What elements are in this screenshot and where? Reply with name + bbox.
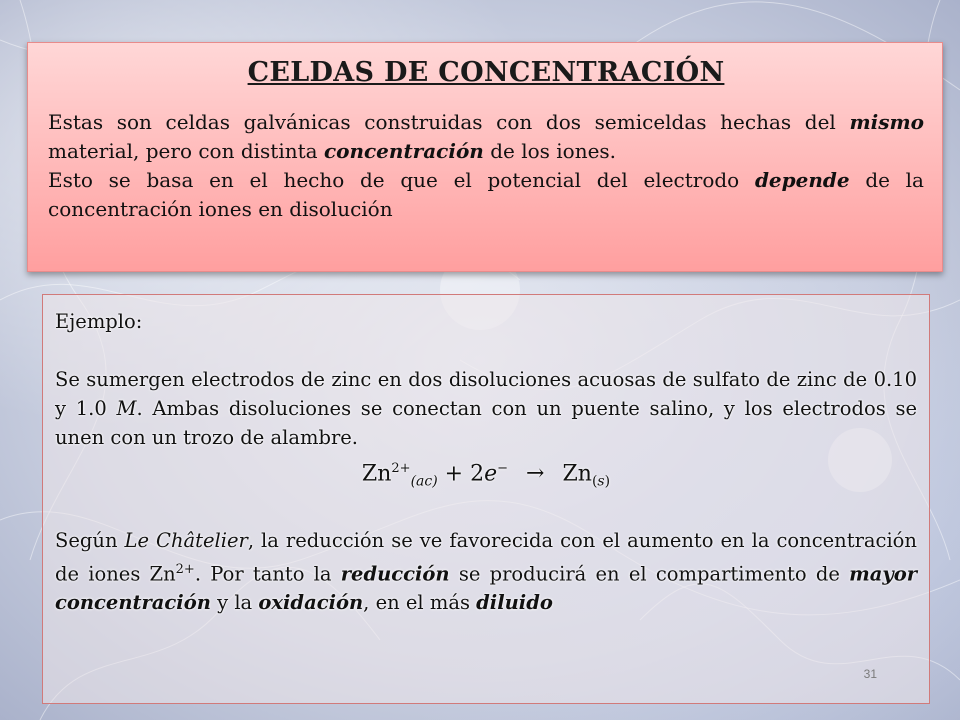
- definition-box: [27, 42, 943, 272]
- text-span: material, pero con distinta: [48, 139, 324, 163]
- definition-text: [48, 108, 924, 224]
- reaction-equation: [55, 454, 917, 497]
- text-span: de la concentración iones en disolución: [48, 168, 924, 221]
- text-span: Zn: [562, 461, 592, 487]
- emphasis-diluido: diluido: [476, 591, 553, 615]
- electron-charge: −: [497, 461, 509, 476]
- emphasis-depende: depende: [754, 168, 850, 192]
- ion-charge: 2+: [391, 461, 411, 476]
- text-span: . Por tanto la: [194, 562, 341, 586]
- text-span: Se sumergen electrodos de zinc en dos disoluciones acuosas de sulfato de zinc de 0.10 y 1.0: [55, 368, 917, 420]
- emphasis-concentracion: concentración: [323, 139, 484, 163]
- text-span: (: [591, 473, 598, 490]
- emphasis-mayor-concentracion: mayor concentración: [55, 562, 917, 615]
- state-aqueous: (ac): [410, 473, 438, 490]
- text-span: ): [604, 473, 611, 490]
- arrow-icon: →: [526, 461, 545, 487]
- example-box: [42, 294, 930, 704]
- text-span: . Ambas disoluciones se conectan con un puente salino, y los electrodos se unen con un trozo de alambre.: [55, 397, 917, 449]
- text-span: Zn: [361, 461, 392, 487]
- text-span: + 2: [437, 461, 485, 487]
- text-span: se producirá en el compartimento de: [449, 562, 850, 586]
- conclusion-paragraph: [55, 526, 917, 618]
- slide-title: CELDAS DE CONCENTRACIÓN: [247, 57, 725, 88]
- text-span: y la: [210, 591, 259, 615]
- spacer: [55, 497, 917, 526]
- text-span: Estas son celdas galvánicas construidas con dos semiceldas hechas del: [48, 110, 850, 134]
- molarity-symbol: M: [116, 397, 137, 420]
- emphasis-mismo: mismo: [849, 110, 924, 134]
- text-span: , la reducción se ve favorecida con el aumento en la concentración de iones Zn: [55, 528, 917, 586]
- page-number: 31: [863, 667, 877, 681]
- text-span: Según: [55, 528, 125, 552]
- example-label: Ejemplo:: [55, 310, 143, 333]
- example-paragraph: [55, 365, 917, 452]
- ion-charge: 2+: [175, 561, 195, 577]
- emphasis-reduccion: reducción: [340, 562, 450, 586]
- name-le-chatelier: Le Châtelier: [124, 528, 248, 552]
- spacer: [55, 336, 917, 365]
- text-span: , en el más: [363, 591, 477, 615]
- emphasis-oxidacion: oxidación: [258, 591, 364, 615]
- state-solid: s: [597, 473, 605, 490]
- text-span: Esto se basa en el hecho de que el potencial del electrodo: [48, 168, 755, 192]
- text-span: de los iones.: [483, 139, 617, 163]
- electron-symbol: e: [484, 461, 498, 487]
